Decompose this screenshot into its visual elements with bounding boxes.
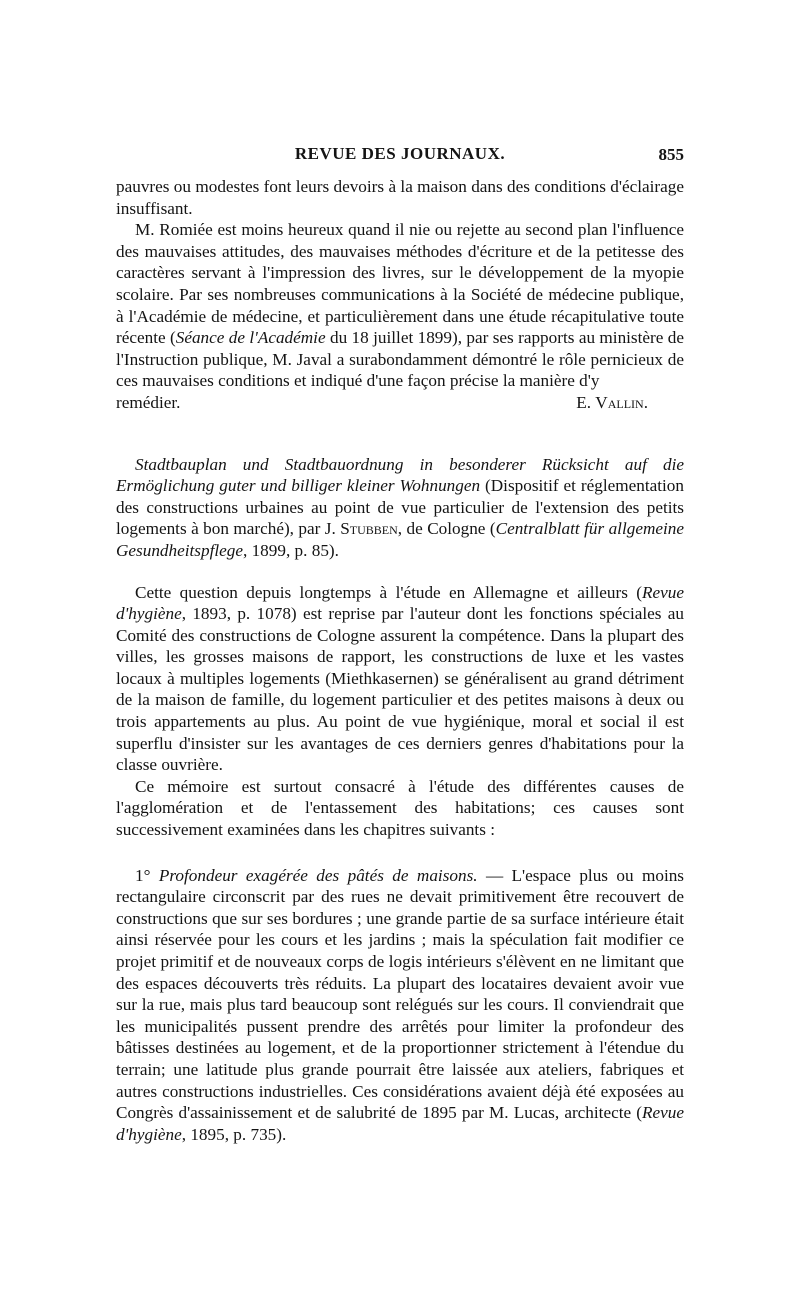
paragraph-profondeur — [116, 865, 684, 1146]
paragraph-text: M. Romiée est moins heureux quand il nie ou rejette au second plan l'influence des mauvaises attitudes, des mauvaises méthodes d'écriture et de la petitesse des caractères servant à l'impression des livres, sur le développement de la myopie scolaire. Par ses nombreuses communications à la Société de médecine publique, à l'Académie de médecine, et particulièrement dans une étude récapitulative toute récente ( — [116, 220, 684, 348]
last-line: remédier. — [116, 392, 181, 412]
paragraph-question — [116, 582, 684, 776]
signature-line — [116, 392, 684, 414]
article-title: Stadtbauplan und Stadtbauordnung in besonderer Rücksicht auf die Ermöglichung guter und billiger kleiner Wohnungen — [116, 454, 684, 496]
section-spacer — [116, 414, 684, 454]
section-spacer — [116, 841, 684, 865]
author-initial: E. — [576, 392, 596, 412]
journal-reference: Revue d'hygiène — [116, 582, 684, 624]
section-spacer — [116, 562, 684, 582]
article-author-place: , de Cologne ( — [397, 519, 496, 539]
paragraph-romiee — [116, 219, 684, 392]
paragraph-text: , 1893, p. 1078) est reprise par l'auteur dont les fonctions spéciales au Comité des constructions de Cologne assurent la compétence. Dans la plupart des villes, les grosses maisons de rapport, les constructions de luxe et les vastes locaux à multiples logements (Miethkasernen) se généralisent au grand détriment de la maison de famille, du logement particulier et des petites maisons à deux ou trois appartements au plus. Au point de vue hygiénique, moral et social il est superflu d'insister sur les avantages de ces derniers genres d'habitations pour la classe ouvrière. — [116, 604, 684, 775]
paragraph-text: , 1895, p. 735). — [181, 1124, 287, 1144]
article-heading — [116, 454, 684, 562]
paragraph-continuation: pauvres ou modestes font leurs devoirs à la maison dans des conditions d'éclairage insuffisant. — [116, 177, 684, 218]
paragraph-text: — L'espace plus ou moins rectangulaire circonscrit par des rues ne devait primitivement être recouvert de constructions que sur ses bordures ; une grande partie de sa surface intérieure était ainsi réservée pour les cours et les jardins ; mais la spéculation fait modifier ce projet primitif et de nouveaux corps de logis intérieurs s'élèvent en ne limitant que des espaces découverts très réduits. La plupart des locataires devaient avoir vue sur la rue, mais plus tard beaucoup sont relégués sur les cours. Il conviendrait que les municipalités pussent prendre des arrêtés pour limiter la profondeur des bâtisses destinées au logement, et de la proportionner strictement à l'étendue du terrain; une latitude plus grande pourrait être laissée aux ateliers, fabriques et autres constructions industrielles. Ces considérations avaient déjà été exposées au Congrès d'assainissement et de salubrité de 1895 par M. Lucas, architecte ( — [116, 865, 684, 1123]
journal-reference: Revue d'hygiène — [116, 1103, 684, 1144]
article-author: Stubben — [340, 519, 398, 539]
section-number: 1° — [135, 865, 159, 885]
article-title-translation: (Dispositif et réglementation des constructions urbaines au point de vue particulier de l'extension des petits logements à bon marché), par J. — [116, 476, 684, 539]
journal-reference: Séance de l'Académie — [175, 328, 326, 348]
article-citation: , 1899, p. 85). — [242, 540, 339, 560]
page-number: 855 — [658, 145, 684, 164]
author-signature — [576, 392, 684, 414]
page-body — [116, 176, 684, 1145]
author-name: Vallin. — [595, 392, 648, 412]
paragraph-text: Cette question depuis longtemps à l'étude en Allemagne et ailleurs ( — [135, 582, 643, 602]
page-header — [116, 144, 684, 168]
paragraph-text: du 18 juillet 1899), par ses rapports au ministère de l'Instruction publique, M. Javal a surabondamment démontré le rôle pernicieux de ces mauvaises conditions et indiqué d'une façon précise la manière d'y — [116, 328, 684, 391]
running-title: REVUE DES JOURNAUX. — [294, 144, 506, 163]
paragraph-memoire: Ce mémoire est surtout consacré à l'étude des différentes causes de l'agglomération et de l'entassement des habitations; ces causes sont successivement examinées dans les chapitres suivants : — [116, 776, 684, 840]
section-title: Profondeur exagérée des pâtés de maisons. — [158, 865, 478, 885]
article-journal: Centralblatt für allgemeine Gesundheitspflege — [116, 519, 684, 560]
